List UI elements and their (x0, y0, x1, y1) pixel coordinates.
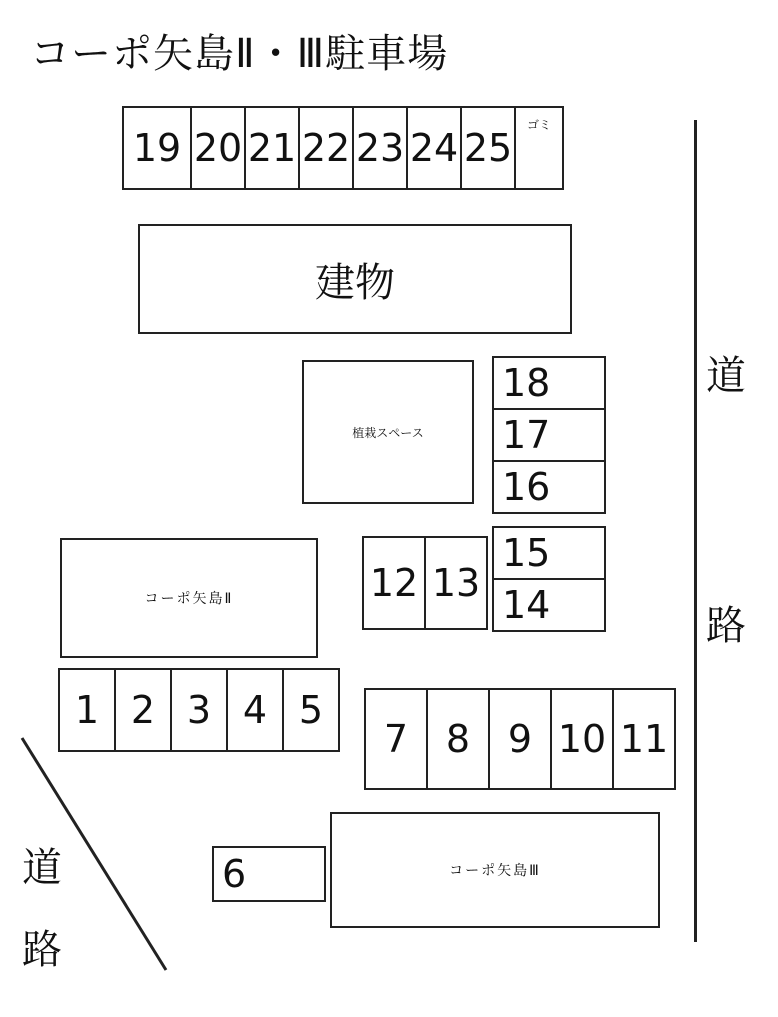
parking-slot-11[interactable]: 11 (612, 688, 676, 790)
parking-slot-2[interactable]: 2 (114, 668, 172, 752)
parking-slot-4[interactable]: 4 (226, 668, 284, 752)
parking-slot-5[interactable]: 5 (282, 668, 340, 752)
parking-slot-6[interactable]: 6 (212, 846, 326, 902)
parking-slot-14[interactable]: 14 (492, 578, 606, 632)
parking-slot-15[interactable]: 15 (492, 526, 606, 580)
parking-slot-20[interactable]: 20 (190, 106, 246, 190)
parking-slot-7[interactable]: 7 (364, 688, 428, 790)
parking-slot-8[interactable]: 8 (426, 688, 490, 790)
parking-slot-25[interactable]: 25 (460, 106, 516, 190)
road-label-right-2: 路 (706, 603, 746, 649)
building-corpo-yajima-2: コーポ矢島Ⅱ (60, 538, 318, 658)
parking-slot-21[interactable]: 21 (244, 106, 300, 190)
parking-slot-19[interactable]: 19 (122, 106, 192, 190)
parking-slot-9[interactable]: 9 (488, 688, 552, 790)
building-corpo-yajima-3: コーポ矢島Ⅲ (330, 812, 660, 928)
parking-slot-10[interactable]: 10 (550, 688, 614, 790)
parking-slot-12[interactable]: 12 (362, 536, 426, 630)
road-label-left-1: 道 (22, 845, 62, 891)
parking-slot-24[interactable]: 24 (406, 106, 462, 190)
parking-slot-3[interactable]: 3 (170, 668, 228, 752)
parking-slot-13[interactable]: 13 (424, 536, 488, 630)
parking-slot-17[interactable]: 17 (492, 408, 606, 462)
parking-slot-1[interactable]: 1 (58, 668, 116, 752)
planting-space: 植栽スペース (302, 360, 474, 504)
garbage-area: ゴミ (514, 106, 564, 190)
parking-slot-18[interactable]: 18 (492, 356, 606, 410)
road-label-left-2: 路 (22, 927, 62, 973)
building: 建物 (138, 224, 572, 334)
road-label-right-1: 道 (706, 353, 746, 399)
parking-slot-23[interactable]: 23 (352, 106, 408, 190)
page-title: コーポ矢島Ⅱ・Ⅲ駐車場 (30, 31, 449, 77)
parking-slot-22[interactable]: 22 (298, 106, 354, 190)
parking-slot-16[interactable]: 16 (492, 460, 606, 514)
